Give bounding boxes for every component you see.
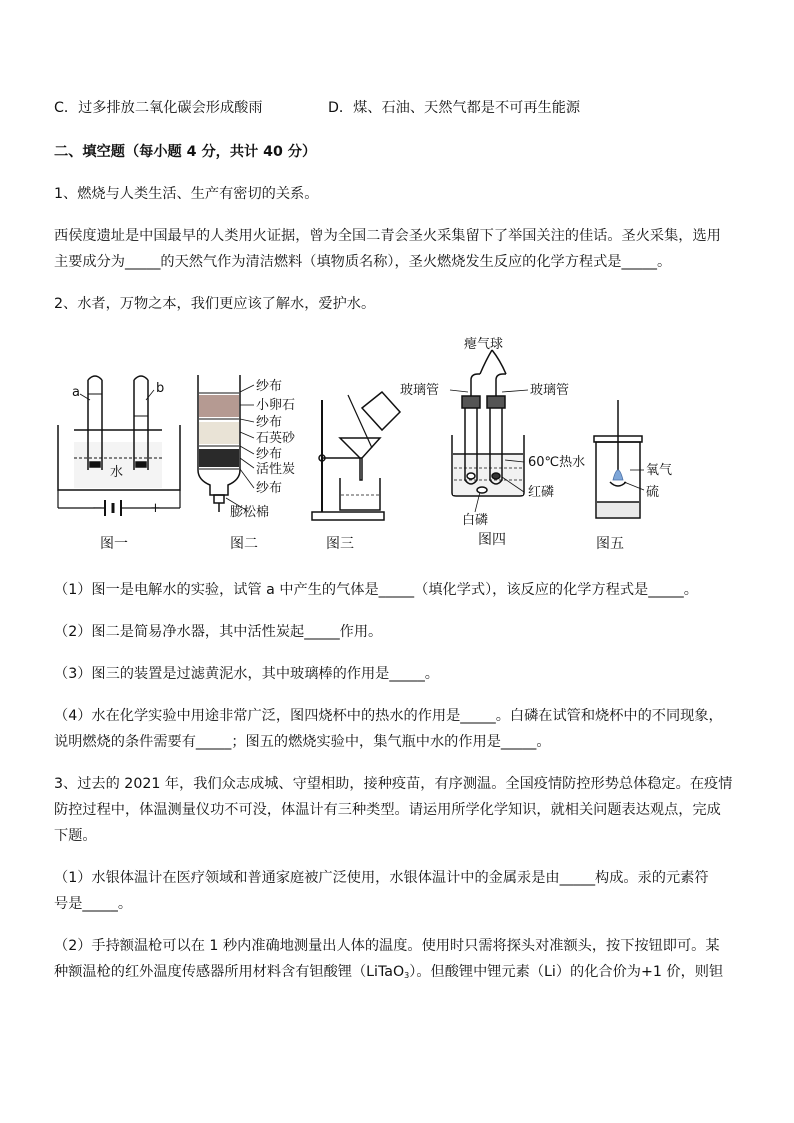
choice-c: C．过多排放二氧化碳会形成酸雨 [54, 100, 263, 116]
q2-sub4-line1: （4）水在化学实验中用途非常广泛，图四烧杯中的热水的作用是_____。白磷在试管和烧杯中的不同现象， [54, 708, 723, 724]
fig5-caption: 图五 [596, 536, 624, 552]
fig2-label-4: 纱布 [256, 447, 283, 462]
q1-line1: 西侯度遗址是中国最早的人类用火证据，曾为全国二青会圣火采集留下了举国关注的佳话。圣火采集，选用 [54, 228, 721, 244]
q2-sub1: （1）图一是电解水的实验，试管 a 中产生的气体是_____（填化学式），该反应的化学方程式是_____。 [54, 582, 698, 598]
fig2-label-1: 小卵石 [256, 398, 296, 413]
fig4-combustion-conditions [450, 350, 528, 512]
fig5-label-sulfur: 硫 [646, 485, 660, 500]
fig2-label-7: 膨松棉 [230, 505, 270, 520]
fig4-label-hot-water: 60℃热水 [528, 455, 586, 470]
experiment-figures [50, 330, 750, 560]
q3-line3: 下题。 [54, 828, 97, 844]
fig4-caption: 图四 [478, 532, 506, 548]
q1-stem: 1、燃烧与人类生活、生产有密切的关系。 [54, 186, 319, 202]
fig2-label-2: 纱布 [256, 415, 283, 430]
q3-sub1-line2: 号是_____。 [54, 896, 133, 912]
q2-sub2: （2）图二是简易净水器，其中活性炭起_____作用。 [54, 624, 383, 640]
fig2-label-3: 石英砂 [256, 431, 296, 446]
fig1-caption: 图一 [100, 536, 128, 552]
fig2-label-5: 活性炭 [256, 462, 296, 477]
q3-sub2-line2 [54, 962, 723, 986]
q3-sub2-line1: （2）手持额温枪可以在 1 秒内准确地测量出人体的温度。使用时只需将探头对准额头，按下按钮即可。某 [54, 938, 720, 954]
q3-sub1-line1: （1）水银体温计在医疗领域和普通家庭被广泛使用，水银体温计中的金属汞是由_____构成。汞的元素符 [54, 870, 709, 886]
fig4-label-glass-right: 玻璃管 [530, 383, 570, 398]
figures-svg [50, 330, 750, 560]
q2-stem: 2、水者，万物之本，我们更应该了解水，爱护水。 [54, 296, 376, 312]
fig1-label-plus: + [150, 501, 161, 516]
q1-line2: 主要成分为_____的天然气作为清洁燃料（填物质名称），圣火燃烧发生反应的化学方程式是_____。 [54, 254, 672, 270]
fig5-label-oxygen: 氧气 [646, 463, 673, 478]
fig4-label-glass-left: 玻璃管 [400, 383, 440, 398]
q3-sub2-text-b: ）。但酸锂中锂元素（Li）的化合价为+1 价，则钽 [409, 964, 724, 980]
q3-line1: 3、过去的 2021 年，我们众志成城、守望相助，接种疫苗，有序测温。全国疫情防控形势总体稳定。在疫情 [54, 776, 733, 792]
fig3-caption: 图三 [326, 536, 354, 552]
fig4-label-white-p: 白磷 [462, 513, 489, 528]
fig1-label-a: a [72, 385, 80, 400]
fig5-sulfur-burning [594, 400, 644, 518]
section-title: 二、填空题（每小题 4 分，共计 40 分） [54, 144, 317, 160]
fig1-label-minus: − [92, 501, 103, 516]
q2-sub4-line2: 说明燃烧的条件需要有_____；图五的燃烧实验中，集气瓶中水的作用是_____。 [54, 734, 551, 750]
fig2-label-6: 纱布 [256, 481, 283, 496]
q3-line2: 防控过程中，体温测量仪功不可没，体温计有三种类型。请运用所学化学知识，就相关问题表达观点，完成 [54, 802, 721, 818]
fig2-caption: 图二 [230, 536, 258, 552]
fig1-label-b: b [156, 381, 165, 396]
q2-sub3: （3）图三的装置是过滤黄泥水，其中玻璃棒的作用是_____。 [54, 666, 439, 682]
fig4-label-red-p: 红磷 [528, 485, 555, 500]
fig3-filtration [312, 392, 400, 520]
fig4-label-balloon: 瘪气球 [464, 337, 504, 352]
fig2-label-0: 纱布 [256, 379, 283, 394]
q3-sub2-subscript: 3 [404, 971, 410, 980]
choice-d: D．煤、石油、天然气都是不可再生能源 [328, 100, 581, 116]
fig2-water-purifier [198, 375, 254, 512]
fig1-label-water: 水 [110, 465, 124, 480]
q3-sub2-text-a: 种额温枪的红外温度传感器所用材料含有钽酸锂（LiTaO [54, 964, 405, 980]
